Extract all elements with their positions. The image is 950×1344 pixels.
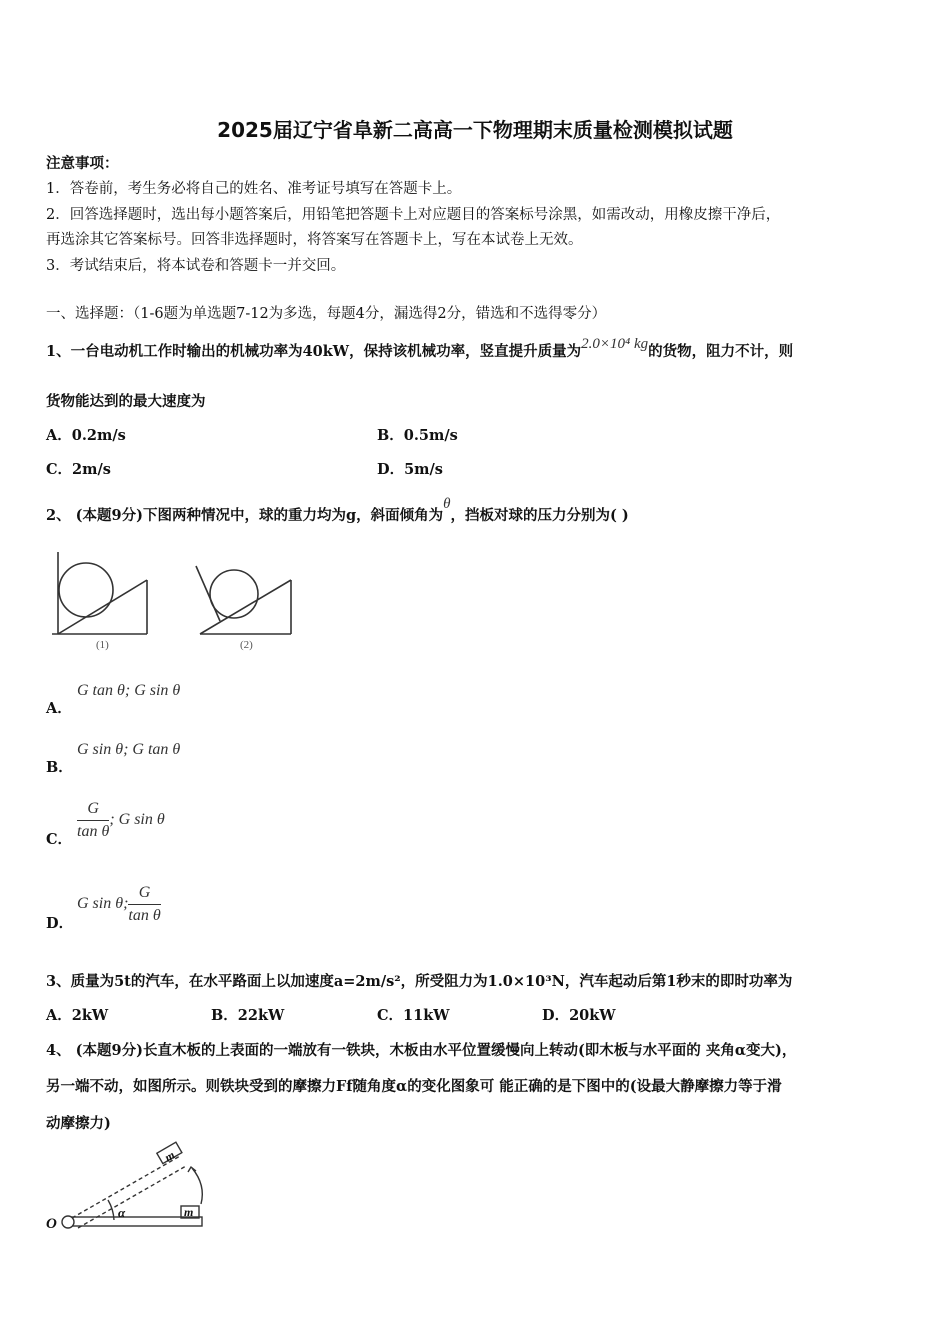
q2-fig2-label: (2)	[240, 639, 253, 651]
q4-stem-line2: 另一端不动，如图所示。则铁块受到的摩擦力Ff随角度α的变化图象可 能正确的是下图中的(设最大静摩擦力等于滑	[46, 1078, 782, 1095]
q4-rotation-arrow	[192, 1168, 202, 1204]
q2-fig1-slope	[58, 580, 147, 634]
section-heading: 一、选择题：（1-6题为单选题7-12为多选，每题4分，漏选得2分，错选和不选得零分）	[46, 306, 607, 322]
q2-option-a-label: A．	[46, 700, 72, 717]
q4-figure	[40, 1140, 215, 1240]
page-title: 2025届辽宁省阜新二高高一下物理期末质量检测模拟试题	[217, 118, 733, 142]
q4-raised-block-label: m	[162, 1147, 178, 1165]
q1-stem	[46, 336, 794, 361]
q2-fig2-plate	[196, 566, 220, 621]
q2-option-d-label: D．	[46, 915, 74, 932]
notice-item: 再选涂其它答案标号。回答非选择题时，将答案写在答题卡上，写在本试卷上无效。	[46, 232, 583, 248]
q4-pivot-label: O	[46, 1216, 57, 1232]
q2-stem: 2、 (本题9分)下图两种情况中，球的重力均为g，斜面倾角为θ，挡板对球的压力分别为( )	[46, 496, 629, 524]
q4-raised-board	[72, 1156, 180, 1218]
q1-stem-line2: 货物能达到的最大速度为	[46, 393, 206, 410]
q2-option-a-formula: G tan θ; G sin θ	[77, 682, 181, 699]
notice-item: 3．考试结束后，将本试卷和答题卡一并交回。	[46, 258, 346, 274]
q4-stem-line3: 动摩擦力)	[46, 1115, 111, 1132]
q1-mass: 2.0×10⁴ kg	[581, 336, 649, 352]
notice-item: 1．答卷前，考生务必将自己的姓名、准考证号填写在答题卡上。	[46, 181, 462, 197]
q2-figure	[48, 548, 298, 653]
q2-theta: θ	[443, 496, 451, 512]
q1-option-a: A．0.2m/s	[46, 427, 126, 444]
q3-option-c: C．11kW	[377, 1007, 450, 1024]
q3-option-b: B．22kW	[211, 1007, 285, 1024]
q3-option-a: A．2kW	[46, 1007, 109, 1024]
q2-option-c-formula: $\frac{G}{\text{tan θ}}$ ; G sin θ	[77, 800, 165, 840]
q2-fig2-ball	[210, 570, 258, 618]
q1-option-b: B．0.5m/s	[377, 427, 458, 444]
q2-fig1-label: (1)	[96, 639, 109, 651]
notice-item: 2．回答选择题时，选出每小题答案后，用铅笔把答题卡上对应题目的答案标号涂黑，如需改动，用橡皮擦干净后，	[46, 207, 781, 223]
q4-stem-line1: 4、 (本题9分)长直木板的上表面的一端放有一铁块，木板由水平位置缓慢向上转动(即木板与水平面的 夹角α变大)，	[46, 1042, 797, 1059]
notice-heading: 注意事项：	[46, 155, 119, 172]
q1-stem-part1: 1、一台电动机工作时输出的机械功率为40kW，保持该机械功率，竖直提升质量为	[46, 343, 582, 360]
q2-option-b-label: B．	[46, 759, 73, 776]
q3-stem: 3、质量为5t的汽车，在水平路面上以加速度a=2m/s²，所受阻力为1.0×10³N，汽车起动后第1秒末的即时功率为	[46, 973, 793, 990]
q1-option-c: C．2m/s	[46, 461, 111, 478]
q2-fig1-ball	[59, 563, 113, 617]
q4-angle-label: α	[118, 1205, 126, 1220]
q4-block-label: m	[184, 1205, 194, 1219]
q2-option-b-formula: G sin θ; G tan θ	[77, 741, 181, 758]
q1-option-d: D．5m/s	[377, 461, 443, 478]
q3-option-d: D．20kW	[542, 1007, 616, 1024]
q2-option-d-formula: G sin θ; $\frac{G}{\text{tan θ}}$	[77, 884, 161, 924]
q2-option-c-label: C．	[46, 831, 73, 848]
q1-stem-part2: 的货物，阻力不计，则	[648, 343, 794, 360]
